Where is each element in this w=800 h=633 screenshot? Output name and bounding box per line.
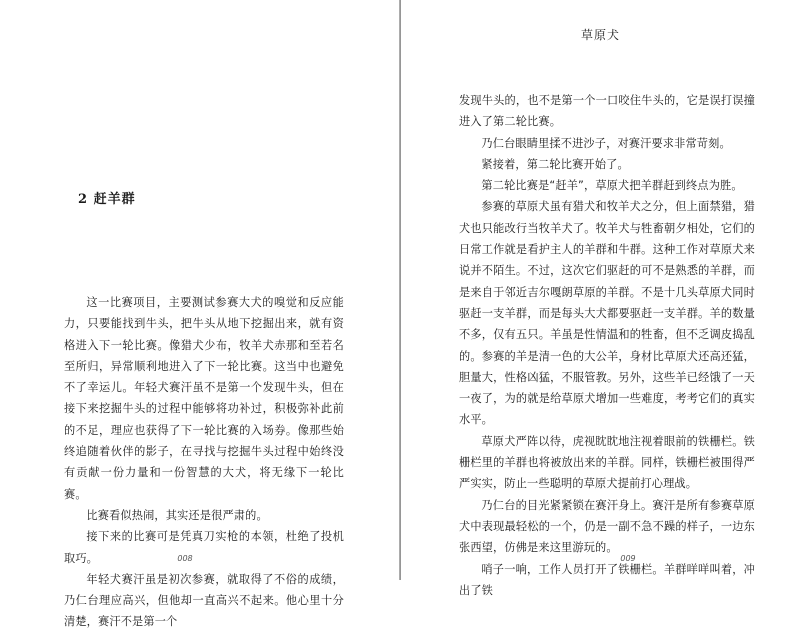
paragraph: 这一比赛项目，主要测试参赛大犬的嗅觉和反应能力，只要能找到牛头，把牛头从地下挖掘出来，就有资格进入下一轮比赛。像猎犬少布，牧羊犬赤那和至若名至所归，异常顺利地进入了下一轮比赛。这当中也避免不了幸运儿。年轻犬赛汗虽不是第一个发现牛头，但在接下来挖掘牛头的过程中能够将功补过，积极弥补此前的不足，理应也获得了下一轮比赛的入场券。像那些始终追随着伙伴的影子，在寻找与挖掘牛头过程中始终没有贡献一份力量和一份智慧的大犬，将无缘下一轮比赛。 (64, 296, 344, 501)
right-page-number: 009 (620, 554, 636, 563)
paragraph: 第二轮比赛是“赶羊”，草原犬把羊群赶到终点为胜。 (481, 179, 743, 193)
running-head: 草原犬 (580, 28, 620, 42)
paragraph: 年轻犬赛汗虽是初次参赛，就取得了不俗的成绩，乃仁台理应高兴，但他却一直高兴不起来。他心里十分清楚，赛汗不是第一个 (64, 572, 344, 629)
chapter-title: 2 赶羊群 (78, 192, 136, 207)
paragraph: 紧接着，第二轮比赛开始了。 (481, 157, 629, 171)
right-page (401, 0, 800, 597)
left-page-number: 008 (177, 554, 193, 563)
left-page-body-text (64, 292, 344, 633)
left-page (0, 0, 399, 629)
paragraph: 发现牛头的，也不是第一个一口咬住牛头的，它是误打误撞进入了第二轮比赛。 (459, 94, 755, 129)
paragraph: 乃仁台的目光紧紧锁在赛汗身上。赛汗是所有参赛草原犬中表现最轻松的一个，仍是一副不急不躁的样子，一边东张西望，仿佛是来这里游玩的。 (459, 498, 755, 555)
paragraph: 草原犬严阵以待，虎视眈眈地注视着眼前的铁栅栏。铁栅栏里的羊群也将被放出来的羊群。同样，铁栅栏被围得严严实实，防止一些聪明的草原犬提前打心理战。 (459, 434, 755, 491)
right-page-body-text (459, 90, 755, 601)
paragraph: 比赛看似热闹，其实还是很严肃的。 (86, 508, 268, 522)
paragraph: 参赛的草原犬虽有猎犬和牧羊犬之分，但上面禁猎，猎犬也只能改行当牧羊犬了。牧羊犬与牲畜朝夕相处，它们的日常工作就是看护主人的羊群和牛群。这种工作对草原犬来说并不陌生。不过，这次它们驱赶的可不是熟悉的羊群，而是来自于邻近吉尔嘎朗草原的羊群。不是十几头草原犬同时驱赶一支羊群，而是每头大犬都要驱赶一支羊群。羊的数量不多，仅有五只。羊虽是性情温和的牲畜，但不乏调皮捣乱的。参赛的羊是清一色的大公羊，身材比草原犬还高还猛，胆量大，性格凶猛，不服管教。另外，这些羊已经饿了一天一夜了，为的就是给草原犬增加一些难度，考考它们的真实水平。 (459, 200, 755, 427)
paragraph: 接下来的比赛可是凭真刀实枪的本领，杜绝了投机取巧。 (64, 530, 344, 565)
paragraph: 哨子一响，工作人员打开了铁栅栏。羊群咩咩叫着，冲出了铁 (459, 562, 755, 597)
paragraph: 乃仁台眼睛里揉不进沙子，对赛汗要求非常苛刻。 (481, 136, 731, 150)
